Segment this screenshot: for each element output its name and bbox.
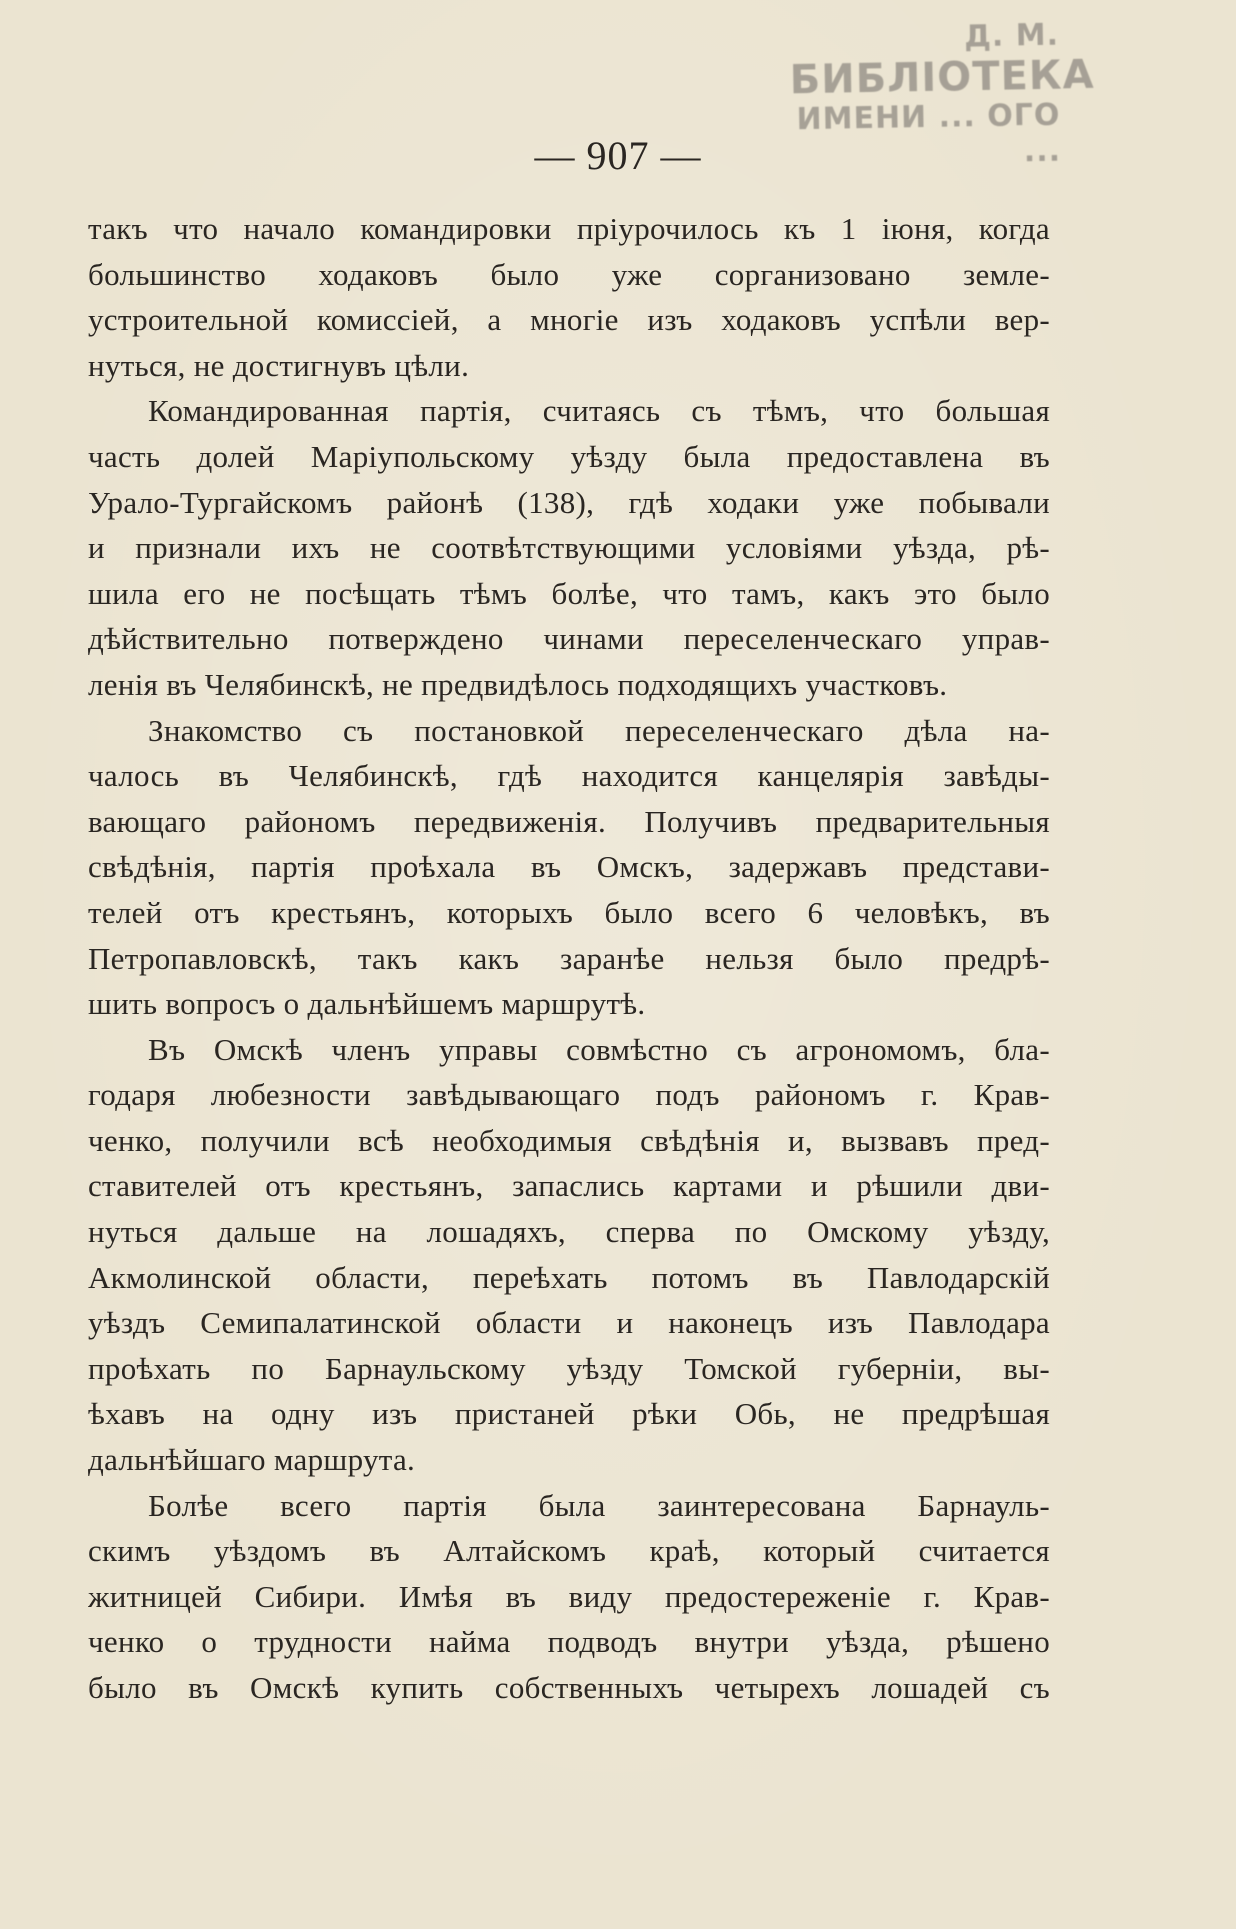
text-line: устроительной комиссіей, а многіе изъ ходаковъ успѣли вер- [88, 302, 1050, 338]
text-line: Въ Омскѣ членъ управы совмѣстно съ агрономомъ, бла- [148, 1031, 1050, 1067]
stamp-line: Д. М. [963, 17, 1060, 55]
page-number: — 907 — [534, 133, 702, 178]
text-line: скимъ уѣздомъ въ Алтайскомъ краѣ, который считается [88, 1533, 1050, 1569]
text-line: Акмолинской области, переѣхать потомъ въ Павлодарскій [88, 1259, 1050, 1295]
text-line: ченко о трудности найма подводъ внутри уѣзда, рѣшено [88, 1624, 1050, 1660]
text-line: уѣздъ Семипалатинской области и наконецъ изъ Павлодара [88, 1305, 1050, 1341]
text-line: житницей Сибири. Имѣя въ виду предостереженіе г. Крав- [88, 1578, 1050, 1614]
text-line: вающаго райономъ передвиженія. Получивъ предварительныя [88, 803, 1050, 839]
stamp-line: ... [1023, 133, 1062, 170]
text-line: большинство ходаковъ было уже сорганизовано земле- [88, 256, 1050, 292]
text-line: шила его не посѣщать тѣмъ болѣе, что тамъ, какъ это было [88, 575, 1050, 611]
text-line: и признали ихъ не соотвѣтствующими условіями уѣзда, рѣ- [88, 530, 1050, 566]
text-line: Петропавловскѣ, такъ какъ заранѣе нельзя было предрѣ- [88, 940, 1050, 976]
text-line: дальнѣйшаго маршрута. [88, 1442, 416, 1478]
text-line: Болѣе всего партія была заинтересована Барнауль- [148, 1487, 1050, 1523]
text-line: Командированная партія, считаясь съ тѣмъ, что большая [148, 393, 1050, 429]
stamp-line: ИМЕНИ ... ОГО [796, 97, 1061, 138]
text-line: чалось въ Челябинскѣ, гдѣ находится канцелярія завѣды- [88, 758, 1050, 794]
text-line: свѣдѣнія, партія проѣхала въ Омскъ, задержавъ представи- [88, 849, 1050, 885]
text-line: Урало-Тургайскомъ районѣ (138), гдѣ ходаки уже побывали [88, 484, 1050, 520]
text-line: ченко, получили всѣ необходимыя свѣдѣнія и, вызвавъ пред- [88, 1122, 1050, 1158]
text-line: ленія въ Челябинскѣ, не предвидѣлось подходящихъ участковъ. [88, 666, 948, 702]
text-line: дѣйствительно потверждено чинами переселенческаго управ- [88, 621, 1050, 657]
text-line: телей отъ крестьянъ, которыхъ было всего 6 человѣкъ, въ [88, 894, 1050, 930]
text-line: проѣхать по Барнаульскому уѣзду Томской губерніи, вы- [88, 1350, 1050, 1386]
body-text [88, 206, 1050, 1711]
text-line: такъ что начало командировки пріурочилось къ 1 іюня, когда [88, 211, 1050, 246]
text-line: нуться, не достигнувъ цѣли. [88, 347, 470, 383]
text-line: ставителей отъ крестьянъ, запаслись картами и рѣшили дви- [88, 1168, 1050, 1204]
text-line: Знакомство съ постановкой переселенческаго дѣла на- [148, 712, 1050, 748]
text-line: нуться дальше на лошадяхъ, сперва по Омскому уѣзду, [88, 1214, 1050, 1250]
text-line: годаря любезности завѣдывающаго подъ райономъ г. Крав- [88, 1077, 1050, 1113]
text-line: часть долей Маріупольскому уѣзду была предоставлена въ [88, 438, 1050, 474]
text-line: было въ Омскѣ купить собственныхъ четырехъ лошадей съ [88, 1670, 1050, 1705]
text-line: ѣхавъ на одну изъ пристаней рѣки Обь, не предрѣшая [88, 1396, 1050, 1432]
text-line: шить вопросъ о дальнѣйшемъ маршрутѣ. [88, 986, 646, 1022]
stamp-line: БИБЛІОТЕКА [789, 52, 1095, 104]
